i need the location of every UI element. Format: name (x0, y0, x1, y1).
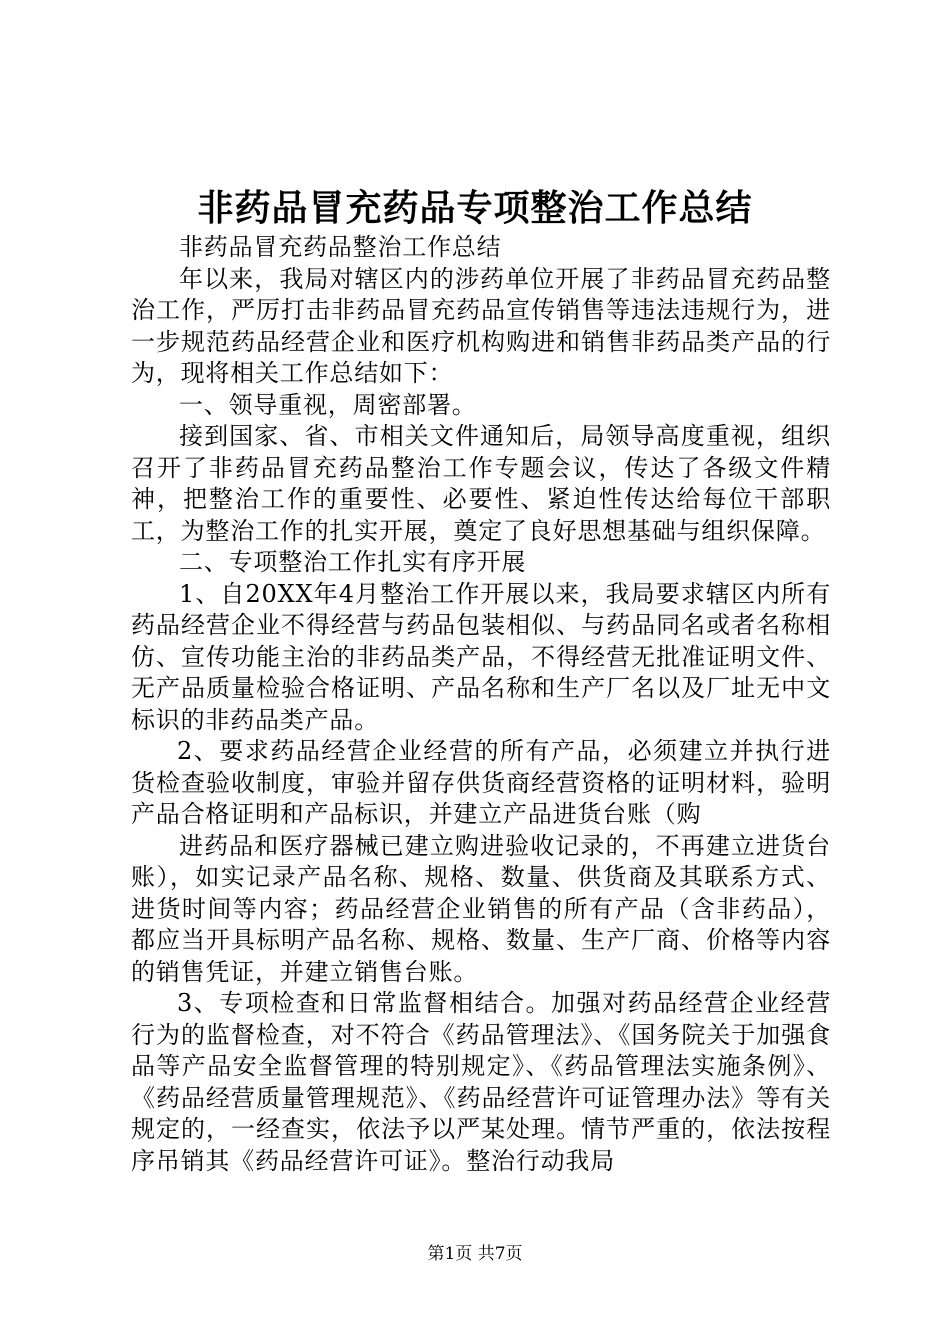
paragraph-item-2-continued: 进药品和医疗器械已建立购进验收记录的，不再建立进货台账），如实记录产品名称、规格、数量、供货商及其联系方式、进货时间等内容；药品经营企业销售的所有产品（含非药品），都应当开具标明产品名称、规格、数量、生产厂商、价格等内容的销售凭证，并建立销售台账。 (131, 831, 831, 986)
paragraph-section-1: 接到国家、省、市相关文件通知后，局领导高度重视，组织召开了非药品冒充药品整治工作专题会议，传达了各级文件精神，把整治工作的重要性、必要性、紧迫性传达给每位干部职工，为整治工作的扎实开展，奠定了良好思想基础与组织保障。 (131, 422, 831, 545)
document-body (131, 232, 831, 1177)
paragraph-intro: 年以来，我局对辖区内的涉药单位开展了非药品冒充药品整治工作，严厉打击非药品冒充药品宣传销售等违法违规行为，进一步规范药品经营企业和医疗机构购进和销售非药品类产品的行为，现将相关工作总结如下： (131, 264, 831, 387)
paragraph-item-2: 2、要求药品经营企业经营的所有产品，必须建立并执行进货检查验收制度，审验并留存供货商经营资格的证明材料，验明产品合格证明和产品标识，并建立产品进货台账（购 (131, 737, 831, 828)
document-title: 非药品冒充药品专项整治工作总结 (197, 187, 753, 229)
paragraph-subtitle: 非药品冒充药品整治工作总结 (179, 233, 502, 261)
section-heading-2: 二、专项整治工作扎实有序开展 (179, 548, 527, 576)
section-heading-1: 一、领导重视，周密部署。 (179, 390, 477, 419)
paragraph-item-3: 3、专项检查和日常监督相结合。加强对药品经营企业经营行为的监督检查，对不符合《药品管理法》、《国务院关于加强食品等产品安全监督管理的特别规定》、《药品管理法实施条例》、《药品经营质量管理规范》、《药品经营许可证管理办法》等有关规定的，一经查实，依法予以严某处理。情节严重的，依法按程序吊销其《药品经营许可证》。整治行动我局 (131, 989, 831, 1175)
paragraph-item-1: 1、自20XX年4月整治工作开展以来，我局要求辖区内所有药品经营企业不得经营与药品包装相似、与药品同名或者名称相仿、宣传功能主治的非药品类产品，不得经营无批准证明文件、无产品质量检验合格证明、产品名称和生产厂名以及厂址无中文标识的非药品类产品。 (131, 579, 831, 734)
page-number-footer: 第1页 共7页 (427, 1244, 523, 1264)
